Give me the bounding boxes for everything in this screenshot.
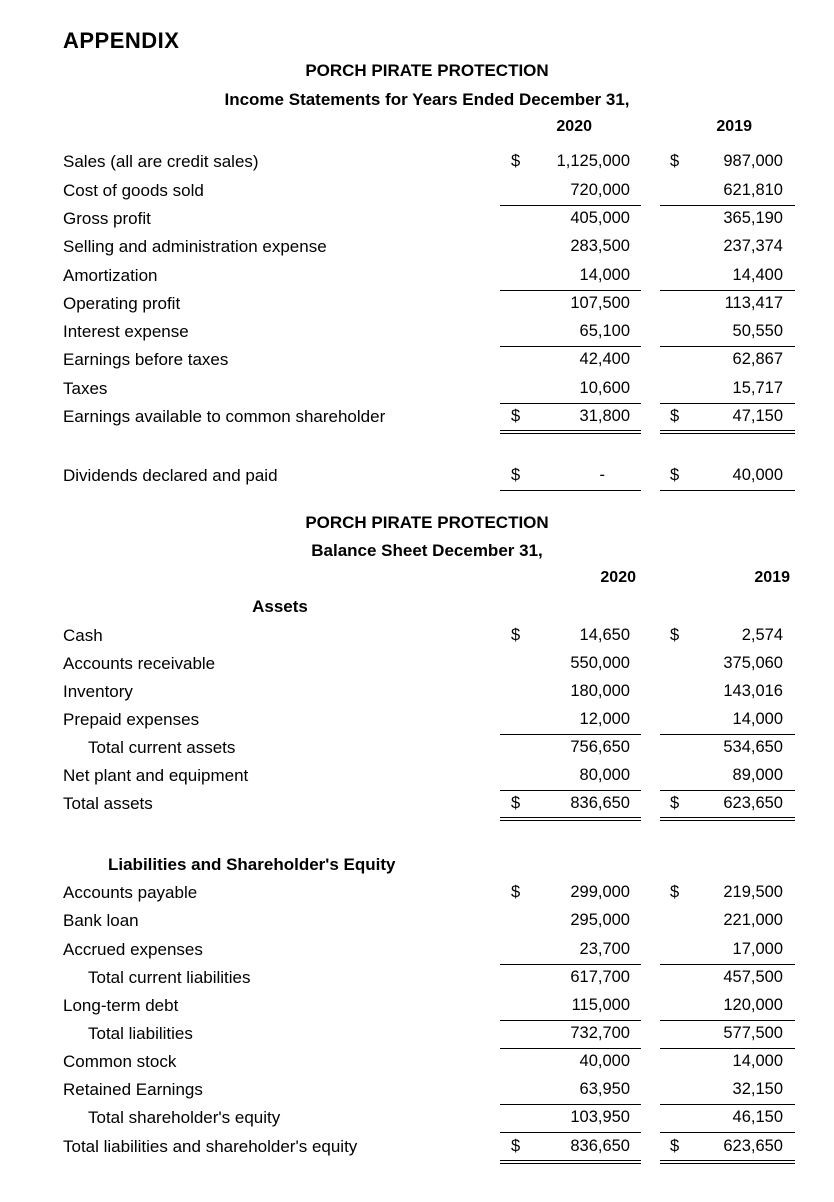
asset-value-2019: 89,000 <box>732 766 783 784</box>
income-statement-title: Income Statements for Years Ended December 31, <box>224 90 630 109</box>
appendix-heading: APPENDIX <box>63 28 180 53</box>
currency-symbol: $ <box>670 626 680 644</box>
asset-value-2019: 375,060 <box>723 654 783 672</box>
income-value-2020: 10,600 <box>579 379 630 397</box>
liabilities-heading: Liabilities and Shareholder's Equity <box>108 855 396 874</box>
underline <box>660 346 795 347</box>
asset-value-2019: 2,574 <box>741 626 783 644</box>
underline <box>500 290 641 291</box>
income-value-2020: 283,500 <box>570 237 630 255</box>
liability-value-2019: 221,000 <box>723 911 783 929</box>
currency-symbol: $ <box>511 883 521 901</box>
underline <box>660 1132 795 1133</box>
asset-row-label: Total current assets <box>88 738 236 757</box>
currency-symbol: $ <box>511 407 521 425</box>
asset-row-label: Total assets <box>63 794 153 813</box>
underline <box>660 734 795 735</box>
liability-row-label: Bank loan <box>63 911 139 930</box>
underline <box>660 205 795 206</box>
underline <box>500 1132 641 1133</box>
underline <box>500 346 641 347</box>
liability-value-2020: 103,950 <box>570 1108 630 1126</box>
asset-value-2020: 80,000 <box>579 766 630 784</box>
underline <box>660 403 795 404</box>
liability-value-2020: 836,650 <box>570 1137 630 1155</box>
asset-row-label: Prepaid expenses <box>63 710 200 729</box>
income-value-2019: 50,550 <box>732 322 783 340</box>
asset-value-2019: 14,000 <box>732 710 783 728</box>
income-row-label: Earnings available to common shareholder <box>63 407 386 426</box>
income-value-2020: 107,500 <box>570 294 630 312</box>
underline <box>660 1020 795 1021</box>
balance-company-title: PORCH PIRATE PROTECTION <box>305 513 549 532</box>
income-row-label: Cost of goods sold <box>63 181 204 200</box>
income-value-2019: 14,400 <box>732 266 783 284</box>
underline <box>500 490 641 491</box>
currency-symbol: $ <box>511 794 521 812</box>
asset-value-2019: 534,650 <box>723 738 783 756</box>
income-value-2020: 65,100 <box>579 322 630 340</box>
liability-value-2020: 295,000 <box>570 911 630 929</box>
liability-row-label: Retained Earnings <box>63 1080 203 1099</box>
liability-value-2020: 617,700 <box>570 968 630 986</box>
underline <box>660 1048 795 1049</box>
asset-value-2020: 14,650 <box>579 626 630 644</box>
income-row-label: Taxes <box>63 379 108 398</box>
asset-value-2020: 836,650 <box>570 794 630 812</box>
liability-value-2019: 120,000 <box>723 996 783 1014</box>
balance-year-2020: 2020 <box>600 569 636 586</box>
dividends-label: Dividends declared and paid <box>63 466 278 485</box>
liability-value-2019: 46,150 <box>732 1108 783 1126</box>
double-underline <box>500 430 641 434</box>
income-row-label: Interest expense <box>63 322 189 341</box>
income-year-2020: 2020 <box>556 118 592 135</box>
liability-value-2020: 23,700 <box>579 940 630 958</box>
income-value-2019: 47,150 <box>732 407 783 425</box>
liability-row-label: Long-term debt <box>63 996 179 1015</box>
underline <box>660 490 795 491</box>
underline <box>500 790 641 791</box>
liability-value-2019: 17,000 <box>732 940 783 958</box>
income-row-label: Operating profit <box>63 294 181 313</box>
underline <box>660 1104 795 1105</box>
income-value-2019: 365,190 <box>723 209 783 227</box>
income-row-label: Amortization <box>63 266 158 285</box>
liability-value-2019: 14,000 <box>732 1052 783 1070</box>
income-value-2019: 237,374 <box>723 237 783 255</box>
underline <box>660 964 795 965</box>
balance-year-2019: 2019 <box>754 569 790 586</box>
currency-symbol: $ <box>511 466 521 484</box>
dividends-value-2019: 40,000 <box>732 466 783 484</box>
liability-value-2019: 623,650 <box>723 1137 783 1155</box>
income-company-title: PORCH PIRATE PROTECTION <box>305 61 549 80</box>
currency-symbol: $ <box>670 407 680 425</box>
income-value-2020: 720,000 <box>570 181 630 199</box>
liability-value-2020: 63,950 <box>579 1080 630 1098</box>
currency-symbol: $ <box>670 152 680 170</box>
liability-value-2020: 40,000 <box>579 1052 630 1070</box>
liability-row-label: Common stock <box>63 1052 177 1071</box>
asset-value-2019: 623,650 <box>723 794 783 812</box>
balance-sheet-title: Balance Sheet December 31, <box>311 541 543 560</box>
asset-value-2020: 12,000 <box>579 710 630 728</box>
liability-value-2019: 457,500 <box>723 968 783 986</box>
income-year-2019: 2019 <box>716 118 752 135</box>
income-value-2019: 62,867 <box>732 350 783 368</box>
currency-symbol: $ <box>670 1137 680 1155</box>
liability-row-label: Total liabilities <box>88 1024 193 1043</box>
income-value-2020: 1,125,000 <box>556 152 630 170</box>
liability-value-2020: 115,000 <box>571 996 630 1014</box>
liability-row-label: Total current liabilities <box>88 968 251 987</box>
underline <box>500 1020 641 1021</box>
liability-row-label: Total shareholder's equity <box>88 1108 281 1127</box>
underline <box>500 1104 641 1105</box>
underline <box>500 205 641 206</box>
underline <box>660 290 795 291</box>
liability-value-2020: 732,700 <box>570 1024 630 1042</box>
income-row-label: Gross profit <box>63 209 151 228</box>
double-underline <box>660 430 795 434</box>
currency-symbol: $ <box>670 794 680 812</box>
income-value-2020: 405,000 <box>570 209 630 227</box>
underline <box>500 734 641 735</box>
income-row-label: Sales (all are credit sales) <box>63 152 259 171</box>
income-value-2019: 987,000 <box>723 152 783 170</box>
underline <box>500 1048 641 1049</box>
dividends-value-2020: - <box>599 466 605 484</box>
asset-value-2020: 550,000 <box>570 654 630 672</box>
liability-value-2019: 577,500 <box>723 1024 783 1042</box>
income-value-2019: 113,417 <box>724 294 783 312</box>
liability-row-label: Accounts payable <box>63 883 198 902</box>
income-row-label: Earnings before taxes <box>63 350 229 369</box>
liability-value-2019: 32,150 <box>732 1080 783 1098</box>
underline <box>500 403 641 404</box>
income-value-2020: 31,800 <box>579 407 630 425</box>
liability-value-2019: 219,500 <box>723 883 783 901</box>
income-value-2020: 42,400 <box>579 350 630 368</box>
liability-row-label: Accrued expenses <box>63 940 203 959</box>
underline <box>500 964 641 965</box>
currency-symbol: $ <box>511 626 521 644</box>
currency-symbol: $ <box>670 466 680 484</box>
asset-row-label: Inventory <box>63 682 133 701</box>
asset-value-2020: 756,650 <box>570 738 630 756</box>
currency-symbol: $ <box>511 152 521 170</box>
double-underline <box>500 817 641 821</box>
assets-heading: Assets <box>252 597 308 616</box>
liability-row-label: Total liabilities and shareholder's equity <box>63 1137 358 1156</box>
double-underline <box>500 1160 641 1164</box>
double-underline <box>660 1160 795 1164</box>
currency-symbol: $ <box>670 883 680 901</box>
asset-row-label: Cash <box>63 626 103 645</box>
liability-value-2020: 299,000 <box>570 883 630 901</box>
income-value-2019: 621,810 <box>723 181 783 199</box>
asset-value-2020: 180,000 <box>570 682 630 700</box>
underline <box>660 790 795 791</box>
income-row-label: Selling and administration expense <box>63 237 327 256</box>
asset-row-label: Net plant and equipment <box>63 766 249 785</box>
asset-value-2019: 143,016 <box>723 682 783 700</box>
income-value-2019: 15,717 <box>732 379 783 397</box>
income-value-2020: 14,000 <box>579 266 630 284</box>
currency-symbol: $ <box>511 1137 521 1155</box>
asset-row-label: Accounts receivable <box>63 654 216 673</box>
double-underline <box>660 817 795 821</box>
